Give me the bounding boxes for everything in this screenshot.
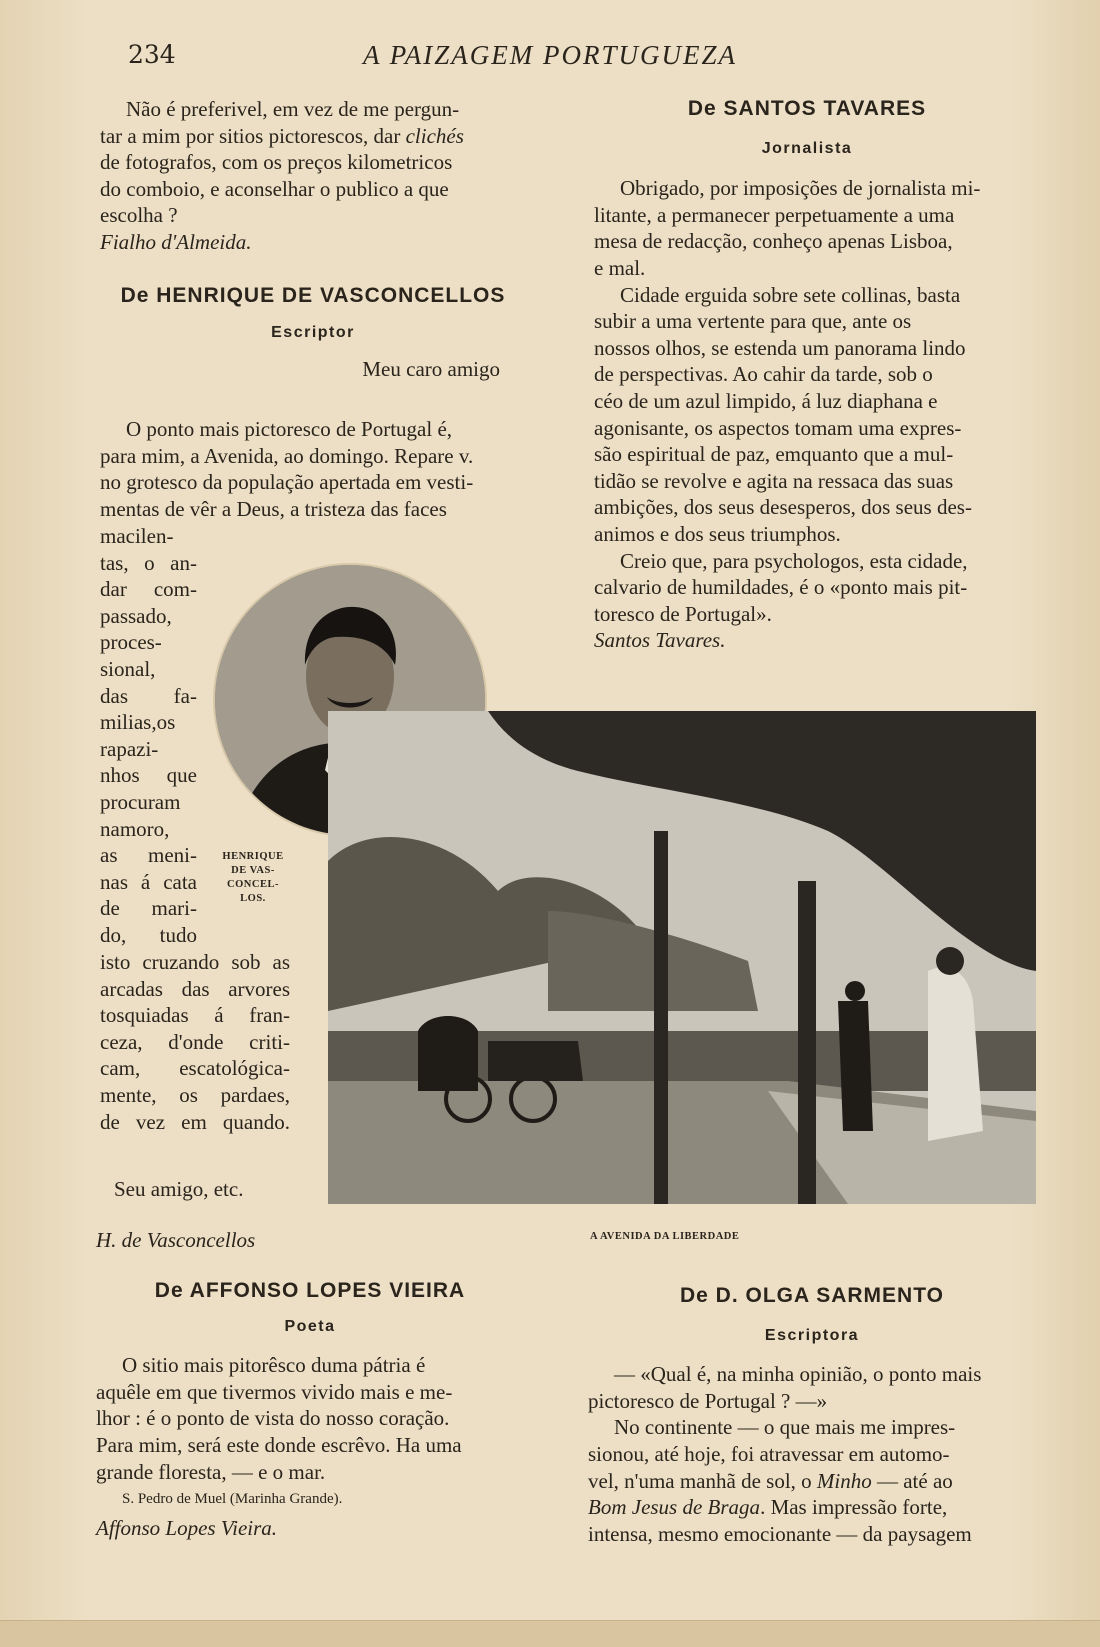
body-line: toresco de Portugal». — [594, 601, 772, 626]
wrap-line: as meni- — [100, 843, 197, 868]
body-line: agonisante, os aspectos tomam uma expres- — [594, 415, 962, 440]
avenue-scene — [328, 711, 1036, 1204]
body-line: lhor : é o ponto de vista do nosso coração. — [96, 1406, 450, 1431]
body-line: ambições, dos seus desesperos, dos seus des- — [594, 495, 972, 520]
sarmento-heading: De D. OLGA SARMENTO — [679, 1284, 945, 1307]
body-line: cam, escatológica- — [100, 1056, 290, 1081]
body-line: são espiritual de paz, emquanto que a mul- — [594, 442, 954, 467]
wrap-line: procuram — [100, 789, 181, 814]
portrait-caption — [222, 850, 284, 906]
tavares-heading: De SANTOS TAVARES — [687, 97, 927, 120]
vasconcellos-role: Escriptor — [271, 323, 355, 341]
body-line: isto cruzando sob as — [100, 950, 290, 974]
body-line: Obrigado, por imposições de jornalista mi- — [620, 176, 981, 201]
body-line: grande floresta, — e o mar. — [96, 1459, 326, 1484]
wrap-line: tas, o an- — [100, 550, 197, 575]
wrap-line: milias,os — [100, 710, 176, 735]
body-line: subir a uma vertente para que, ante os — [594, 309, 912, 334]
wrap-line: sional, — [100, 656, 156, 681]
body-line: vel, n'uma manhã de sol, o Minho — até ao — [588, 1468, 953, 1493]
wrap-line: de mari- — [100, 896, 197, 921]
page-number: 234 — [128, 40, 176, 69]
vasconcellos-section — [100, 283, 526, 383]
tavares-section — [594, 96, 1020, 654]
body-line: tosquiadas á fran- — [100, 1003, 290, 1028]
body-line: Creio que, para psychologos, esta cidade, — [620, 548, 968, 573]
body-line: calvario de humildades, é o «ponto mais pit- — [594, 575, 968, 600]
body-line: no grotesco da população apertada em vesti- — [100, 470, 474, 495]
vieira-role: Poeta — [284, 1317, 336, 1335]
tavares-signature: Santos Tavares. — [594, 628, 726, 653]
body-line: e mal. — [594, 255, 646, 280]
wrap-line: proces- — [100, 630, 162, 655]
intro-line: tar a mim por sitios pictorescos, dar clichés — [100, 123, 464, 148]
wrap-line: rapazi- — [100, 736, 159, 761]
body-line: O sitio mais pitorêsco duma pátria é — [122, 1353, 426, 1378]
wrap-line: do, tudo — [100, 922, 197, 947]
wrap-line: namoro, — [100, 816, 170, 841]
vasconcellos-body — [100, 416, 526, 522]
body-line: animos e dos seus triumphos. — [594, 521, 841, 546]
tavares-role: Jornalista — [761, 139, 853, 157]
wrap-line: passado, — [100, 603, 172, 628]
body-line: arcadas das arvores — [100, 976, 290, 1001]
body-line: mesa de redacção, conheço apenas Lisboa, — [594, 229, 953, 254]
page-edge — [0, 1620, 1100, 1647]
sarmento-section — [588, 1283, 1036, 1547]
wrap-line: nhos que — [100, 763, 197, 788]
body-line: nossos olhos, se estenda um panorama lindo — [594, 335, 966, 360]
vasconcellos-heading: De HENRIQUE DE VASCONCELLOS — [120, 284, 506, 307]
wrap-line: nas á cata — [100, 869, 197, 894]
intro-line: Não é preferivel, em vez de me pergun- — [126, 97, 460, 121]
body-line: No continente — o que mais me impres- — [614, 1415, 956, 1440]
body-line: de perspectivas. Ao cahir da tarde, sob o — [594, 362, 933, 387]
sarmento-role: Escriptora — [764, 1326, 860, 1344]
wrap-line: macilen- — [100, 524, 174, 548]
intro-signature: Fialho d'Almeida. — [100, 229, 252, 254]
avenue-photograph — [328, 711, 1036, 1204]
wrap-line: das fa- — [100, 683, 197, 708]
body-line: Cidade erguida sobre sete collinas, basta — [620, 282, 961, 307]
intro-paragraph — [100, 96, 526, 256]
vieira-place: S. Pedro de Muel (Marinha Grande). — [122, 1491, 343, 1508]
closing-line: Seu amigo, etc. — [114, 1177, 244, 1201]
vasconcellos-signature: H. de Vasconcellos — [96, 1228, 256, 1252]
body-line: aquêle em que tivermos vivido mais e me- — [96, 1379, 453, 1404]
body-line: céo de um azul limpido, á luz diaphana e — [594, 388, 938, 413]
body-line: Para mim, será este donde escrêvo. Ha uma — [96, 1432, 462, 1457]
body-line: para mim, a Avenida, ao domingo. Repare v. — [100, 443, 474, 468]
body-line: intensa, mesmo emocionante — da paysagem — [588, 1521, 972, 1546]
intro-line: escolha ? — [100, 203, 178, 228]
vasconcellos-tail — [100, 949, 290, 1135]
body-line: tidão se revolve e agita na ressaca das suas — [594, 468, 954, 493]
photo-caption: A AVENIDA DA LIBERDADE — [590, 1231, 740, 1242]
body-line: de vez em quando. — [100, 1109, 290, 1134]
caption-line: HENRIQUE — [222, 851, 284, 862]
body-line: mente, os pardaes, — [100, 1082, 290, 1107]
caption-line: CONCEL- — [227, 879, 279, 890]
salutation: Meu caro amigo — [362, 357, 500, 382]
body-line: litante, a permanecer perpetuamente a uma — [594, 202, 955, 227]
intro-line: do comboio, e aconselhar o publico a que — [100, 176, 449, 201]
body-line: ceza, d'onde criti- — [100, 1029, 290, 1054]
wrap-line: dar com- — [100, 577, 197, 602]
vieira-signature: Affonso Lopes Vieira. — [96, 1516, 278, 1541]
wrapped-text-column — [100, 523, 197, 949]
caption-line: DE VAS- — [231, 865, 275, 876]
body-line: O ponto mais pictoresco de Portugal é, — [126, 417, 453, 441]
running-title: A PAIZAGEM PORTUGUEZA — [363, 40, 737, 70]
body-line: mentas de vêr a Deus, a tristeza das faces — [100, 496, 447, 521]
intro-line: de fotografos, com os preços kilometricos — [100, 150, 453, 175]
vieira-section — [96, 1278, 524, 1542]
body-line: — «Qual é, na minha opinião, o ponto mais — [614, 1362, 982, 1387]
body-line: sionou, até hoje, foi atravessar em automo- — [588, 1441, 950, 1466]
vieira-heading: De AFFONSO LOPES VIEIRA — [154, 1279, 466, 1302]
body-line: pictoresco de Portugal ? —» — [588, 1388, 828, 1413]
caption-line: LOS. — [240, 893, 266, 904]
body-line: Bom Jesus de Braga. Mas impressão forte, — [588, 1495, 948, 1520]
